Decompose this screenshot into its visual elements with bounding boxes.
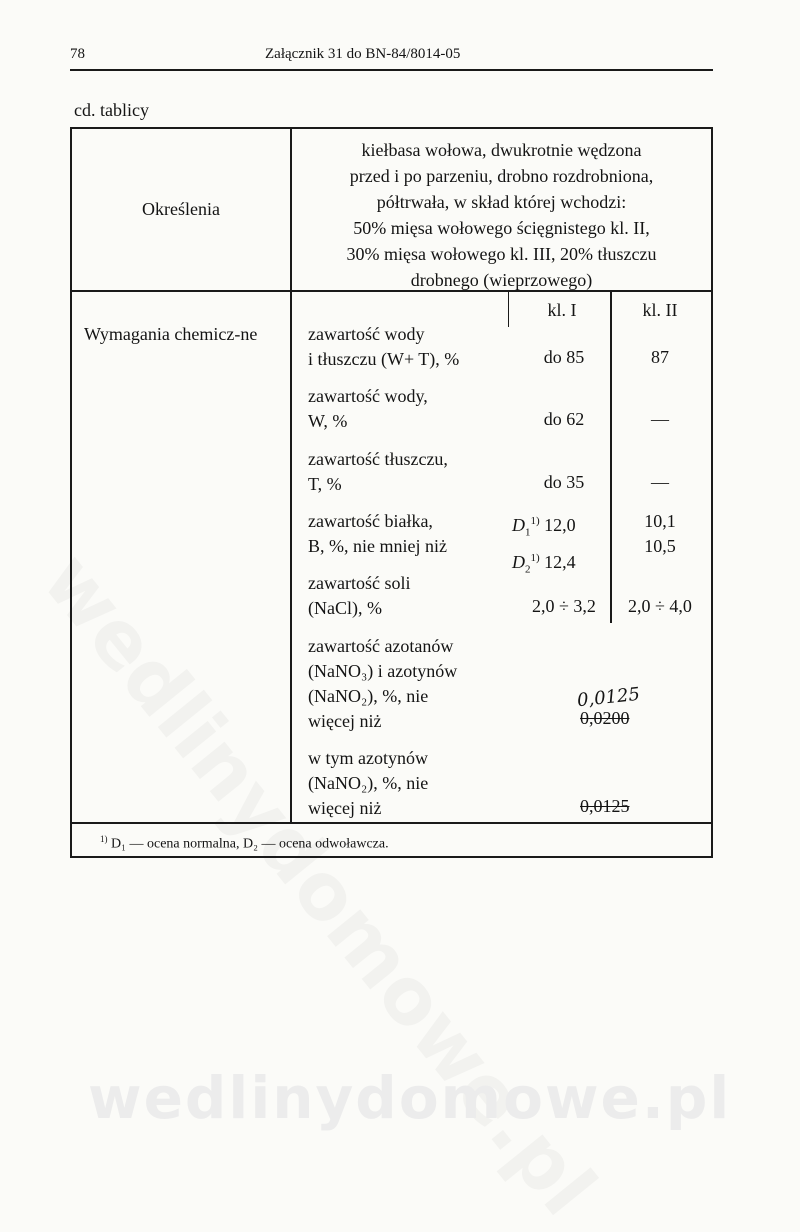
value-water-kl2: —: [651, 409, 669, 429]
divider: [610, 290, 612, 623]
value-water-fat-kl1: do 85: [543, 347, 585, 367]
param-nitrate: [308, 634, 518, 734]
column-header-text: Określenia: [142, 199, 220, 219]
footnote-mark: 1): [100, 834, 108, 844]
param-text: W, %: [308, 411, 348, 431]
table-caption: cd. tablicy: [74, 100, 149, 120]
param-text: i tłuszczu (W+ T), %: [308, 349, 460, 369]
product-line: półtrwała, w skład której wchodzi:: [376, 192, 627, 212]
product-line: 50% mięsa wołowego ścięgnistego kl. II,: [353, 218, 650, 238]
param-water-fat: [308, 322, 518, 372]
param-text: w tym azotynów: [308, 748, 428, 768]
product-header: [292, 137, 711, 293]
param-text: (NaNO₃) i azotynów: [308, 661, 458, 681]
param-text: więcej niż: [308, 798, 382, 818]
handwritten-correction: 0,0125: [576, 683, 641, 712]
param-nitrite: [308, 746, 518, 821]
param-text: zawartość wody,: [308, 386, 428, 406]
footnote-ref: 1): [530, 515, 540, 527]
value-water-fat-kl2: 87: [651, 347, 669, 367]
footnote: [100, 834, 389, 853]
value-nitrate-struck: 0,0200: [580, 708, 630, 728]
param-text: zawartość soli: [308, 573, 411, 593]
product-line: kiełbasa wołowa, dwukrotnie wędzona: [361, 140, 642, 160]
watermark: wedlinydomowe.pl: [88, 1064, 732, 1132]
divider: [72, 822, 711, 824]
value-fat-kl2: —: [651, 472, 669, 492]
param-protein: [308, 509, 518, 559]
column-header-determinations: [72, 129, 290, 290]
class-2-header: kl. II: [642, 300, 678, 320]
value-salt-kl1: 2,0 ÷ 3,2: [532, 596, 596, 616]
value-salt-kl2: 2,0 ÷ 4,0: [628, 596, 692, 616]
symbol-d: D: [512, 515, 525, 535]
param-text: więcej niż: [308, 711, 382, 731]
header-rule: [70, 69, 713, 71]
footnote-text: D₁ — ocena normalna, D₂ — ocena odwoławcza.: [111, 836, 389, 852]
param-text: zawartość białka,: [308, 511, 433, 531]
product-line: drobnego (wieprzowego): [410, 270, 593, 290]
param-text: zawartość azotanów: [308, 636, 454, 656]
value-text: 12,4: [544, 551, 576, 572]
param-text: (NaNO₂), %, nie: [308, 773, 429, 793]
param-text: (NaCl), %: [308, 598, 382, 618]
param-text: zawartość tłuszczu,: [308, 449, 448, 469]
class-1-header: kl. I: [547, 300, 577, 320]
product-line: przed i po parzeniu, drobno rozdrobniona,: [349, 166, 654, 186]
running-title: Załącznik 31 do BN-84/8014-05: [265, 46, 461, 62]
product-line: 30% mięsa wołowego kl. III, 20% tłuszczu: [346, 244, 657, 264]
requirements-table: [70, 127, 713, 858]
value-text: 10,1: [644, 511, 676, 531]
page-number: 78: [70, 46, 85, 62]
param-salt: [308, 571, 518, 621]
group-label: Wymagania chemicz-ne: [84, 324, 258, 344]
footnote-ref: 1): [530, 551, 540, 564]
param-text: zawartość wody: [308, 324, 425, 344]
value-water-kl1: do 62: [543, 409, 585, 429]
value-protein-kl2: [610, 509, 710, 559]
param-text: (NaNO₂), %, nie: [308, 686, 429, 706]
param-text: B, %, nie mniej niż: [308, 536, 447, 556]
symbol-d: D: [512, 551, 525, 572]
value-text: 12,0: [544, 515, 576, 535]
value-nitrite-struck: 0,0125: [580, 796, 630, 816]
value-fat-kl1: do 35: [543, 472, 585, 492]
param-fat: [308, 447, 518, 497]
param-text: T, %: [308, 474, 342, 494]
value-text: 10,5: [644, 536, 676, 556]
value-protein-kl1: $D_1^{1)}$ 12,0 $D_2^{1)}$ 12,4: [512, 515, 576, 576]
param-water: [308, 384, 518, 434]
